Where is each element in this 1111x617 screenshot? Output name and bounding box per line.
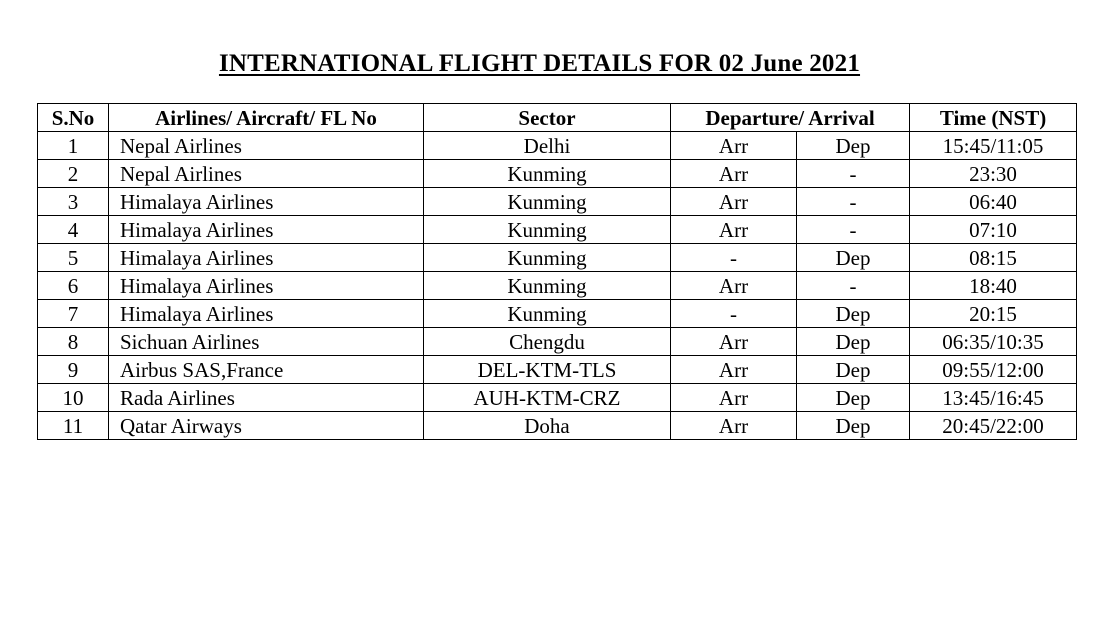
cell-sector: Kunming (424, 160, 671, 188)
cell-sector: Kunming (424, 272, 671, 300)
cell-sno: 7 (38, 300, 109, 328)
cell-departure: Dep (797, 328, 910, 356)
cell-departure: - (797, 216, 910, 244)
cell-airline: Himalaya Airlines (109, 244, 424, 272)
cell-airline: Nepal Airlines (109, 132, 424, 160)
cell-time: 08:15 (910, 244, 1077, 272)
cell-arrival: - (671, 244, 797, 272)
cell-arrival: Arr (671, 412, 797, 440)
cell-airline: Nepal Airlines (109, 160, 424, 188)
cell-departure: - (797, 188, 910, 216)
cell-arrival: Arr (671, 384, 797, 412)
table-row (38, 384, 1077, 412)
cell-time: 15:45/11:05 (910, 132, 1077, 160)
cell-sector: AUH-KTM-CRZ (424, 384, 671, 412)
cell-sno: 5 (38, 244, 109, 272)
table-row (38, 160, 1077, 188)
cell-airline: Qatar Airways (109, 412, 424, 440)
table-row (38, 328, 1077, 356)
cell-sector: Kunming (424, 188, 671, 216)
cell-arrival: Arr (671, 160, 797, 188)
cell-departure: Dep (797, 300, 910, 328)
table-header-row (38, 104, 1077, 132)
cell-sector: Kunming (424, 216, 671, 244)
cell-departure: Dep (797, 244, 910, 272)
table-row (38, 244, 1077, 272)
table-row (38, 272, 1077, 300)
cell-sno: 9 (38, 356, 109, 384)
cell-airline: Airbus SAS,France (109, 356, 424, 384)
cell-sector: Chengdu (424, 328, 671, 356)
cell-time: 18:40 (910, 272, 1077, 300)
cell-sector: Kunming (424, 244, 671, 272)
cell-airline: Himalaya Airlines (109, 188, 424, 216)
cell-departure: Dep (797, 384, 910, 412)
cell-time: 07:10 (910, 216, 1077, 244)
cell-sector: Delhi (424, 132, 671, 160)
cell-airline: Sichuan Airlines (109, 328, 424, 356)
header-departure-arrival: Departure/ Arrival (671, 104, 910, 132)
cell-departure: Dep (797, 132, 910, 160)
cell-arrival: - (671, 300, 797, 328)
header-sno: S.No (38, 104, 109, 132)
cell-sno: 2 (38, 160, 109, 188)
cell-airline: Rada Airlines (109, 384, 424, 412)
cell-arrival: Arr (671, 272, 797, 300)
cell-sno: 4 (38, 216, 109, 244)
cell-departure: Dep (797, 412, 910, 440)
table-row (38, 132, 1077, 160)
header-airline: Airlines/ Aircraft/ FL No (109, 104, 424, 132)
cell-arrival: Arr (671, 132, 797, 160)
page-title: INTERNATIONAL FLIGHT DETAILS FOR 02 June 2021 (218, 50, 861, 77)
cell-time: 23:30 (910, 160, 1077, 188)
cell-time: 09:55/12:00 (910, 356, 1077, 384)
cell-sno: 8 (38, 328, 109, 356)
cell-sno: 1 (38, 132, 109, 160)
cell-sno: 11 (38, 412, 109, 440)
cell-sector: Kunming (424, 300, 671, 328)
cell-arrival: Arr (671, 328, 797, 356)
header-time: Time (NST) (910, 104, 1077, 132)
cell-airline: Himalaya Airlines (109, 216, 424, 244)
table-body (38, 132, 1077, 440)
cell-sno: 10 (38, 384, 109, 412)
header-sector: Sector (424, 104, 671, 132)
cell-arrival: Arr (671, 216, 797, 244)
cell-airline: Himalaya Airlines (109, 272, 424, 300)
table-row (38, 412, 1077, 440)
cell-sno: 6 (38, 272, 109, 300)
cell-airline: Himalaya Airlines (109, 300, 424, 328)
table-row (38, 356, 1077, 384)
cell-time: 20:15 (910, 300, 1077, 328)
cell-sno: 3 (38, 188, 109, 216)
cell-time: 06:40 (910, 188, 1077, 216)
cell-departure: - (797, 160, 910, 188)
cell-departure: - (797, 272, 910, 300)
table-row (38, 300, 1077, 328)
cell-time: 20:45/22:00 (910, 412, 1077, 440)
cell-departure: Dep (797, 356, 910, 384)
flight-details-table (37, 103, 1077, 440)
cell-sector: DEL-KTM-TLS (424, 356, 671, 384)
cell-time: 13:45/16:45 (910, 384, 1077, 412)
cell-arrival: Arr (671, 188, 797, 216)
cell-sector: Doha (424, 412, 671, 440)
table-row (38, 188, 1077, 216)
cell-time: 06:35/10:35 (910, 328, 1077, 356)
cell-arrival: Arr (671, 356, 797, 384)
table-row (38, 216, 1077, 244)
